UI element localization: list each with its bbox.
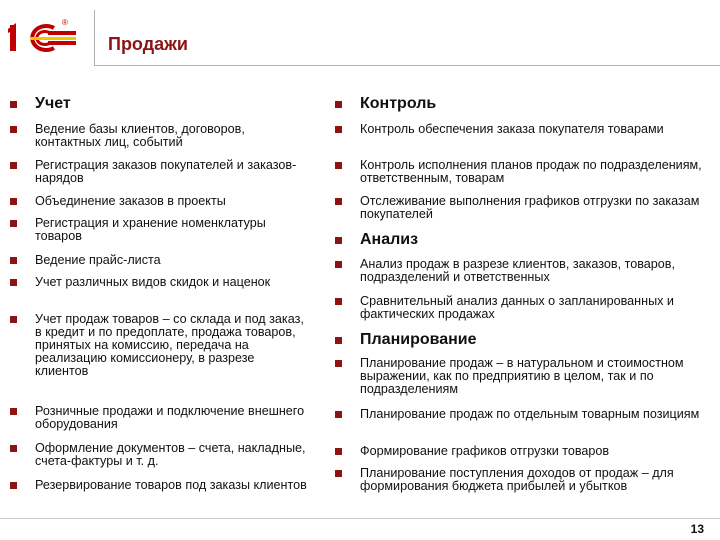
list-item-text: Учет продаж товаров – со склада и под заказ, в кредит и по предоплате, продажа товаров, принятых на комиссию, передача на реализацию комиссионеру, в разрезе клиентов [35,312,304,378]
square-bullet-icon [335,411,342,418]
list-item-text: Планирование продаж – в натуральном и стоимостном выражении, как по предприятию в целом, так и по подразделениям [360,356,684,396]
list-item-text: Розничные продажи и подключение внешнего оборудования [35,404,305,431]
footer-divider [0,518,720,519]
square-bullet-icon [335,261,342,268]
list-item-text: Планирование продаж по отдельным товарным позициям [360,407,700,421]
list-item-text: Регистрация заказов покупателей и заказов-нарядов [35,158,297,185]
list-item [10,217,310,243]
list-item [10,159,310,185]
square-bullet-icon [335,337,342,344]
header-divider-vertical [94,10,95,66]
list-item [335,258,710,284]
square-bullet-icon [10,482,17,489]
list-item-text: Сравнительный анализ данных о запланированных и фактических продажах [360,294,674,321]
list-item-text: Анализ продаж в разрезе клиентов, заказов, товаров, подразделений и ответственных [360,257,675,284]
square-bullet-icon [335,126,342,133]
square-bullet-icon [10,279,17,286]
list-item-text: Оформление документов – счета, накладные, счета-фактуры и т. д. [35,441,306,468]
list-item [335,445,710,458]
list-item [335,123,710,136]
square-bullet-icon [10,126,17,133]
section-heading [335,231,710,249]
section-heading-label: Учет [35,95,71,112]
square-bullet-icon [335,448,342,455]
section-heading-label: Анализ [360,231,419,248]
list-item [10,479,310,492]
square-bullet-icon [335,101,342,108]
list-item [335,295,710,321]
list-item [335,159,710,185]
list-item-text: Планирование поступления доходов от продаж – для формирования бюджета прибылей и убытков [360,466,674,493]
square-bullet-icon [10,220,17,227]
square-bullet-icon [10,198,17,205]
list-item-text: Учет различных видов скидок и наценок [35,275,271,289]
square-bullet-icon [10,445,17,452]
list-item [335,467,710,493]
list-item-text: Резервирование товаров под заказы клиентов [35,478,307,492]
list-item-text: Формирование графиков отгрузки товаров [360,444,610,458]
square-bullet-icon [335,198,342,205]
list-item [335,357,710,396]
square-bullet-icon [335,298,342,305]
section-heading [10,95,310,113]
list-item-text: Ведение прайс-листа [35,253,161,267]
square-bullet-icon [10,257,17,264]
section-heading [335,331,710,349]
list-item [10,123,310,149]
square-bullet-icon [335,360,342,367]
list-item-text: Ведение базы клиентов, договоров, контактных лиц, событий [35,122,245,149]
page-number: 13 [690,522,704,536]
list-item [10,442,310,468]
list-item [10,405,310,431]
section-heading [335,95,710,113]
list-item [10,276,310,289]
square-bullet-icon [10,162,17,169]
list-item-text: Контроль обеспечения заказа покупателя товарами [360,122,664,136]
section-heading-label: Контроль [360,95,437,112]
square-bullet-icon [335,162,342,169]
list-item-text: Объединение заказов в проекты [35,194,226,208]
1c-logo [8,20,82,56]
list-item [335,195,710,221]
square-bullet-icon [10,101,17,108]
section-heading-label: Планирование [360,331,477,348]
list-item [10,313,310,378]
list-item [335,408,710,421]
list-item-text: Отслеживание выполнения графиков отгрузки по заказам покупателей [360,194,700,221]
square-bullet-icon [10,316,17,323]
list-item [10,195,310,208]
page-title: Продажи [108,34,188,54]
square-bullet-icon [10,408,17,415]
list-item-text: Регистрация и хранение номенклатуры товаров [35,216,266,243]
square-bullet-icon [335,237,342,244]
registered-mark: ® [62,18,68,27]
header-divider-horizontal [94,65,720,66]
square-bullet-icon [335,470,342,477]
list-item-text: Контроль исполнения планов продаж по подразделениям, ответственным, товарам [360,158,702,185]
list-item [10,254,310,267]
